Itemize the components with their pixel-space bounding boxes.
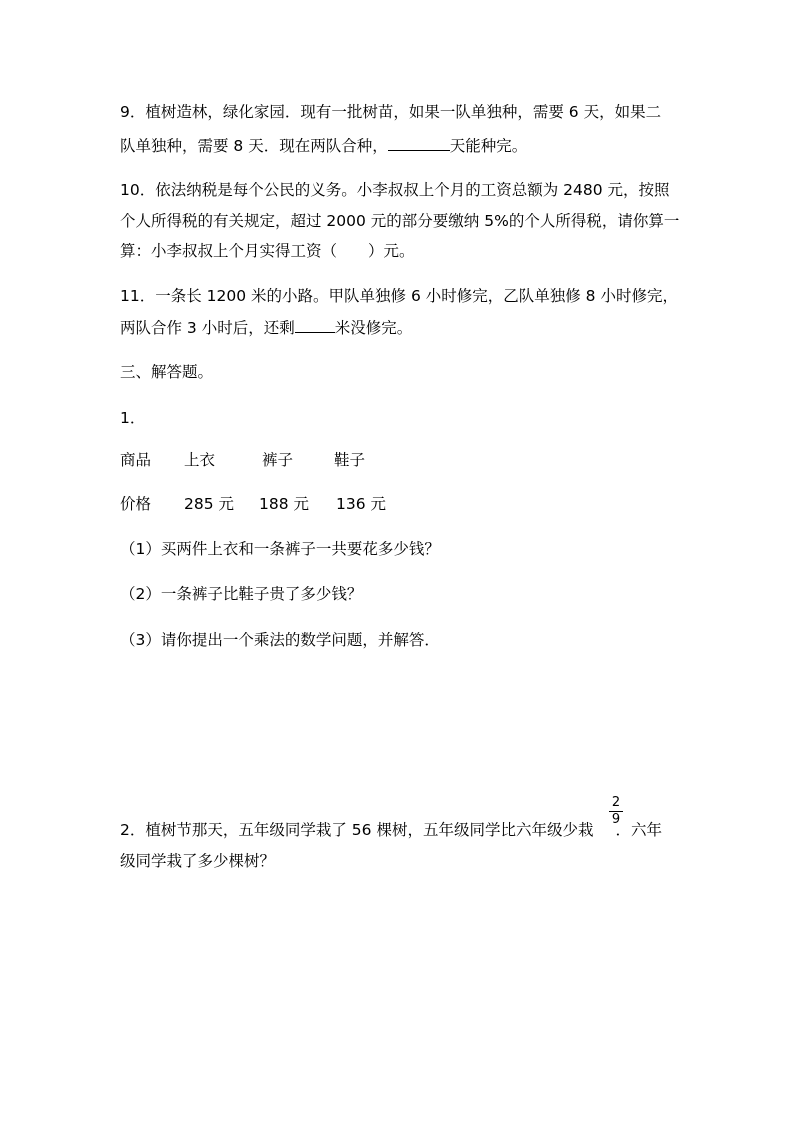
problem1-sub3: （3）请你提出一个乘法的数学问题，并解答． [120,631,440,649]
section-heading: 三、解答题。 [120,363,214,381]
q11-line2-after: 米没修完。 [334,319,413,337]
problem2-line1-before: 2．植树节那天，五年级同学栽了 56 棵树，五年级同学比六年级少栽 [120,821,594,839]
problem2-line1 [120,820,662,840]
q10-line3: 算：小李叔叔上个月实得工资（ ）元。 [120,242,415,260]
table-header-cell: 裤子 [262,451,294,469]
table-header-cell: 商品 [120,451,152,469]
problem1-sub2: （2）一条裤子比鞋子贵了多少钱？ [120,585,363,603]
q9-line2 [120,134,527,156]
q9-line2-before: 队单独种，需要 8 天．现在两队合种， [120,137,388,155]
q9-line1: 9．植树造林，绿化家园．现有一批树苗，如果一队单独种，需要 6 天，如果二 [120,103,662,121]
q11-line2 [120,316,412,338]
q9-answer-blank[interactable] [388,134,450,151]
table-value-cell: 价格 [120,495,152,513]
fraction-numerator: 2 [611,795,621,810]
table-value-cell: 188 元 [259,495,310,513]
table-value-cell: 136 元 [336,495,387,513]
fraction-denominator: 9 [611,812,621,827]
problem2-line1-after: ．六年 [615,821,662,839]
problem2-line2: 级同学栽了多少棵树？ [120,852,276,870]
q9-line2-after: 天能种完。 [449,137,528,155]
q11-line2-before: 两队合作 3 小时后，还剩 [120,319,295,337]
table-value-cell: 285 元 [184,495,235,513]
problem1-number: 1． [120,409,146,427]
table-header-cell: 上衣 [184,451,216,469]
q10-line2: 个人所得税的有关规定，超过 2000 元的部分要缴纳 5%的个人所得税，请你算一 [120,212,680,230]
q10-line1: 10．依法纳税是每个公民的义务。小李叔叔上个月的工资总额为 2480 元，按照 [120,181,670,199]
problem1-sub1: （1）买两件上衣和一条裤子一共要花多少钱？ [120,540,440,558]
fraction-two-ninths [609,796,623,827]
q11-line1: 11．一条长 1200 米的小路。甲队单独修 6 小时修完，乙队单独修 8 小时修完， [120,287,678,305]
q11-answer-blank[interactable] [295,316,335,333]
table-header-cell: 鞋子 [334,451,366,469]
